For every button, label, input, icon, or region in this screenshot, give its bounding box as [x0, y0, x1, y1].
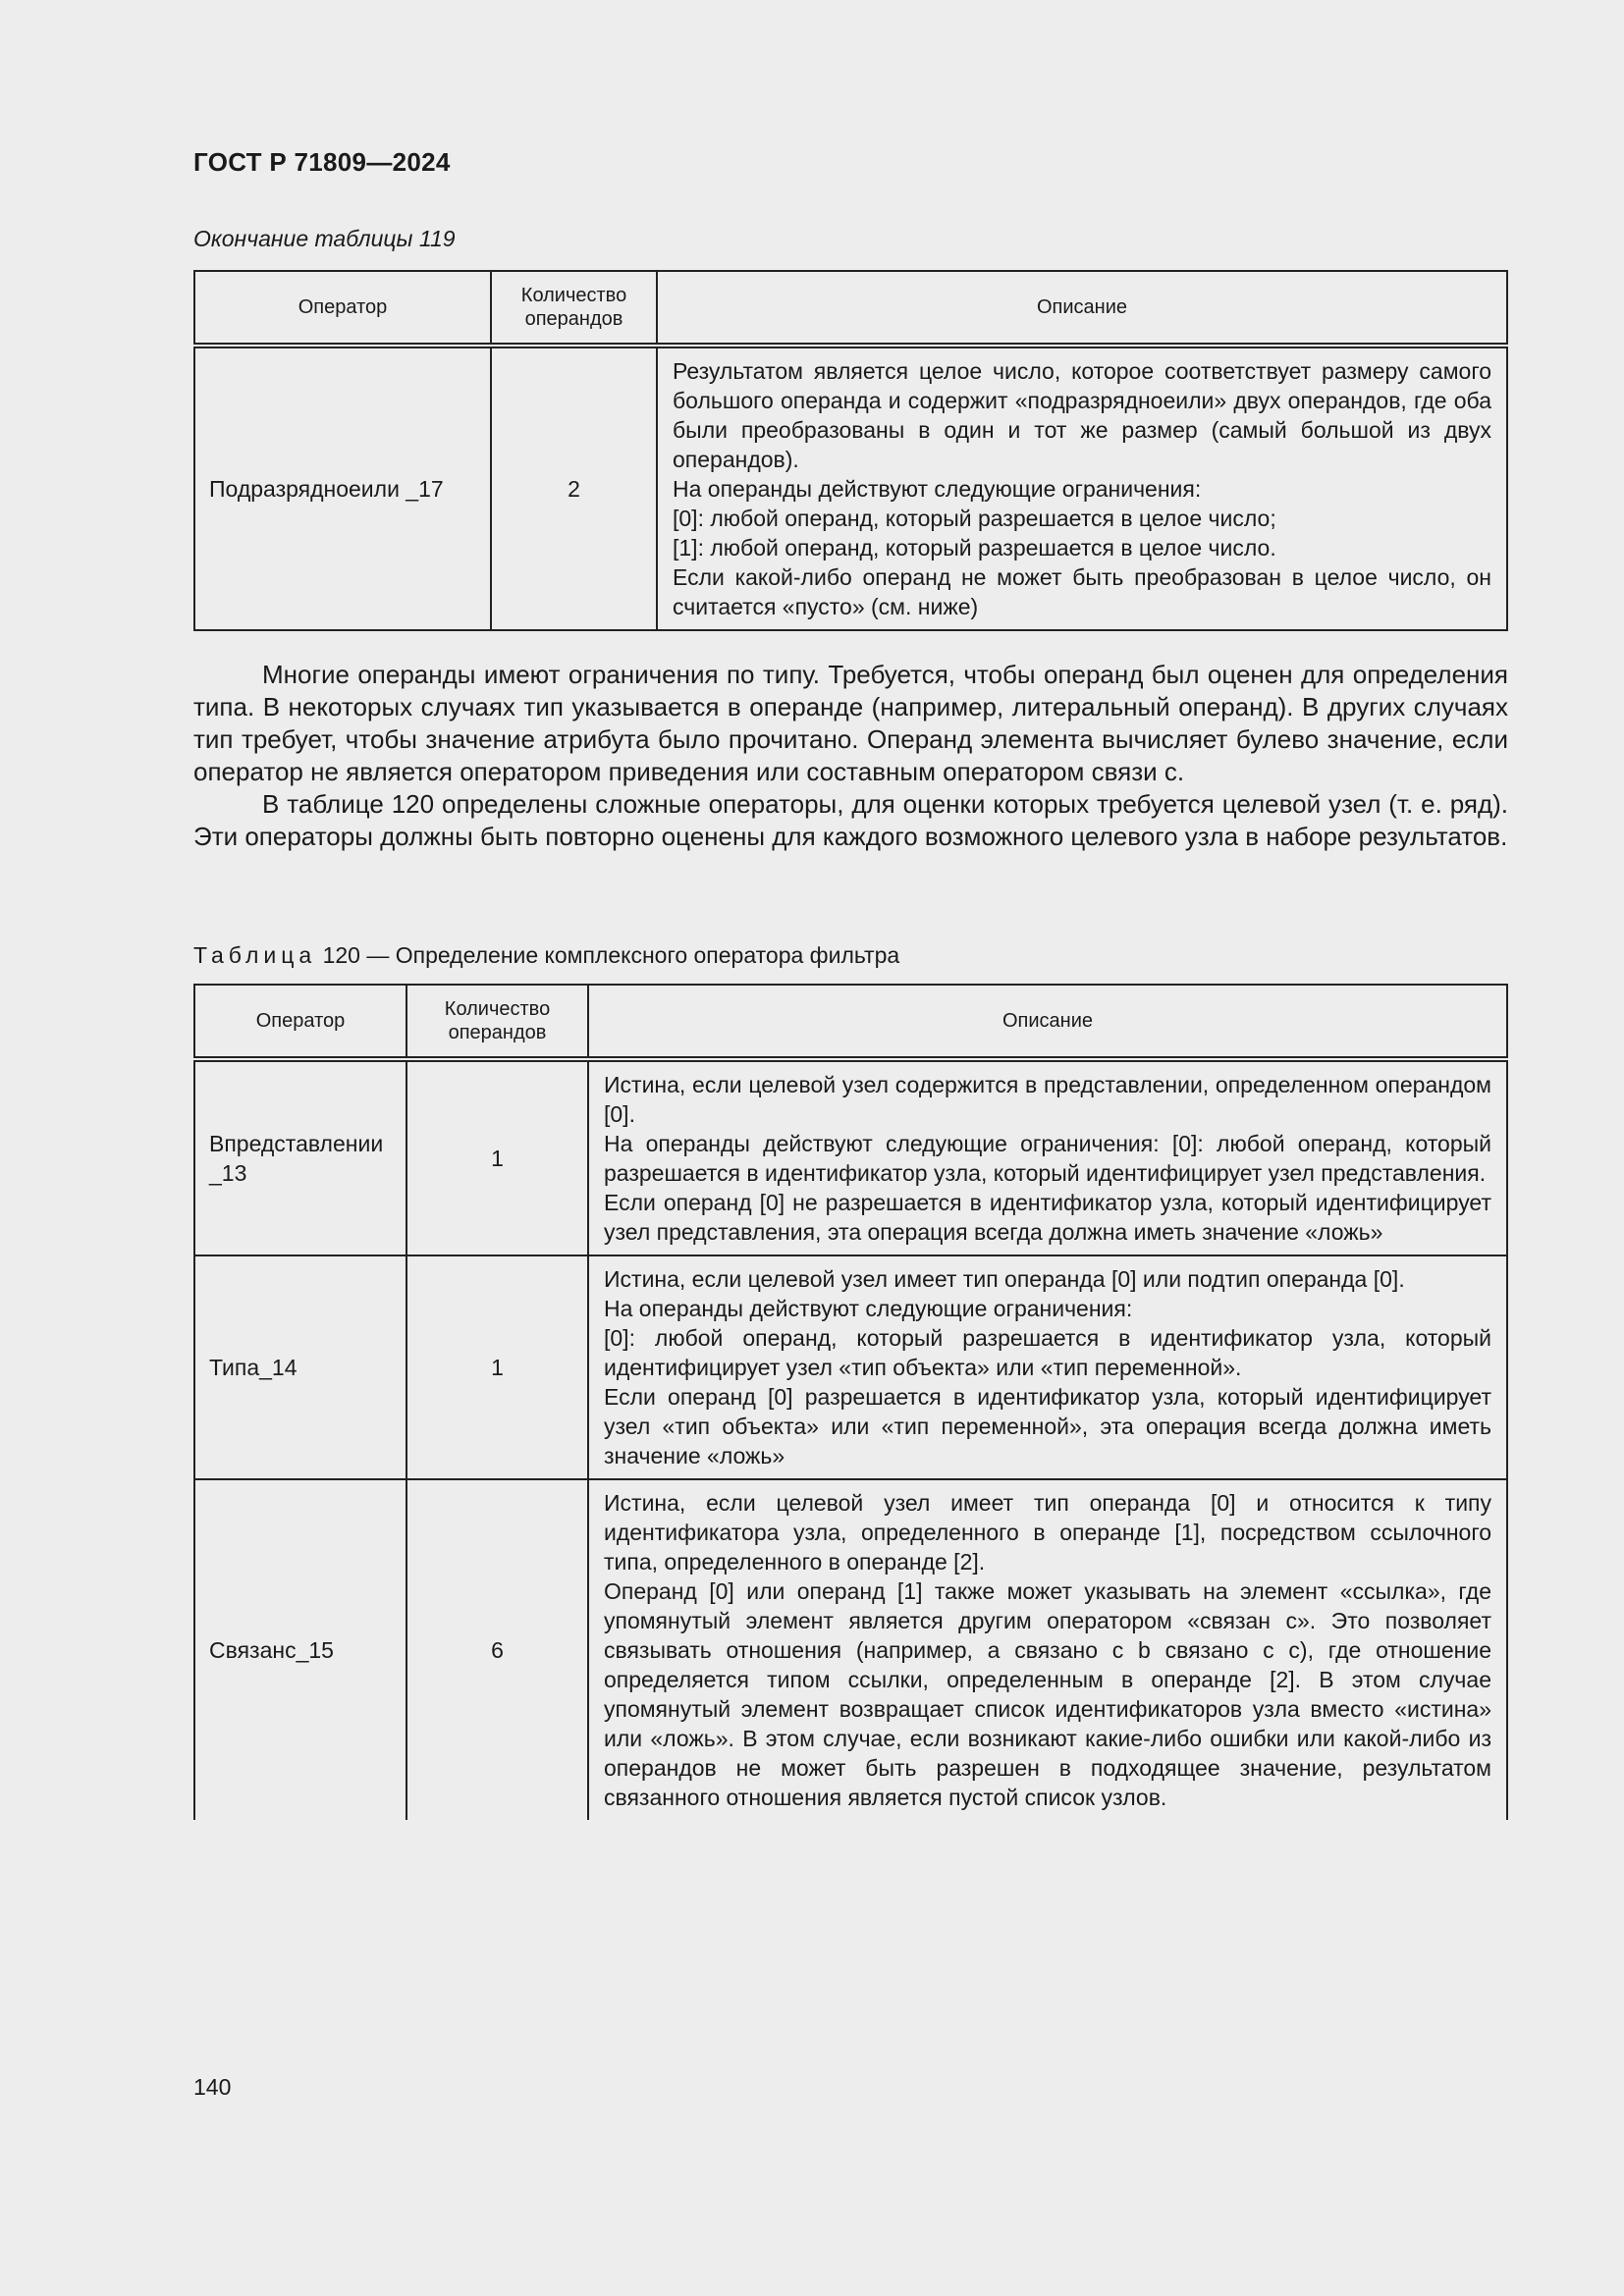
paragraph: В таблице 120 определены сложные операторы, для оценки которых требуется целевой узел (т. е. ряд). Эти операторы должны быть повторно оценены для каждого возможного целевого узла в наборе результатов.: [193, 789, 1508, 851]
description-line: Результатом является целое число, которое соответствует размеру самого большого операнда и содержит «подразрядноеили» двух операндов, где оба были преобразованы в один и тот же размер (самый большой из двух операндов).: [673, 358, 1491, 472]
table-120: [193, 984, 1508, 1820]
table-title-text: 120 — Определение комплексного оператора фильтра: [322, 942, 900, 968]
column-header-count: Количество операндов: [491, 271, 657, 346]
column-header-description: Описание: [588, 985, 1507, 1059]
description-line: На операнды действуют следующие ограничения: [0]: любой операнд, который разрешается в идентификатор узла, который идентифицирует узел представления.: [604, 1131, 1491, 1186]
operand-count-cell: 1: [406, 1059, 588, 1255]
description-line: [0]: любой операнд, который разрешается в целое число;: [673, 506, 1276, 531]
table-120-title: [193, 942, 899, 969]
table-row: [194, 1255, 1507, 1479]
table-119: [193, 270, 1508, 631]
operand-count-cell: 6: [406, 1479, 588, 1820]
description-line: На операнды действуют следующие ограничения:: [673, 476, 1202, 502]
operator-cell: Типа_14: [194, 1255, 406, 1479]
page-number: 140: [193, 2074, 232, 2100]
table-119-continuation-caption: Окончание таблицы 119: [193, 226, 456, 251]
description-line: Операнд [0] или операнд [1] также может указывать на элемент «ссылка», где упомянутый элемент является другим оператором «связан с». Это позволяет связывать отношения (например, а связано с b связано с c), где отношение определяется типом ссылки, определенным в операнде [2]. В этом случае упомянутый элемент возвращает список идентификаторов узла вместо «истина» или «ложь». В этом случае, если возникают какие-либо ошибки или какой-либо из операндов не может быть разрешен в подходящее значение, результатом связанного отношения является пустой список узлов.: [604, 1578, 1491, 1810]
table-row: [194, 1479, 1507, 1820]
description-line: [1]: любой операнд, который разрешается в целое число.: [673, 535, 1276, 561]
description-line: Если какой-либо операнд не может быть преобразован в целое число, он считается «пусто» (см. ниже): [673, 564, 1491, 619]
operator-cell: Связанс_15: [194, 1479, 406, 1820]
description-cell: [657, 346, 1507, 630]
body-text: [193, 659, 1508, 853]
description-line: Если операнд [0] разрешается в идентификатор узла, который идентифицирует узел «тип объекта» или «тип переменной», эта операция всегда должна иметь значение «ложь»: [604, 1384, 1491, 1468]
column-header-operator: Оператор: [194, 985, 406, 1059]
column-header-operator: Оператор: [194, 271, 491, 346]
table-row: [194, 346, 1507, 630]
description-cell: [588, 1255, 1507, 1479]
description-line: На операнды действуют следующие ограничения:: [604, 1296, 1133, 1321]
column-header-description: Описание: [657, 271, 1507, 346]
paragraph: Многие операнды имеют ограничения по типу. Требуется, чтобы операнд был оценен для определения типа. В некоторых случаях тип указывается в операнде (например, литеральный операнд). В других случаях тип требует, чтобы значение атрибута было прочитано. Операнд элемента вычисляет булево значение, если оператор не является оператором приведения или составным оператором связи с.: [193, 660, 1508, 786]
description-line: Истина, если целевой узел содержится в представлении, определенном операндом [0].: [604, 1072, 1491, 1127]
description-cell: [588, 1059, 1507, 1255]
table-row: [194, 1059, 1507, 1255]
table-header-row: [194, 271, 1507, 346]
description-line: Истина, если целевой узел имеет тип операнда [0] и относится к типу идентификатора узла, определенного в операнде [1], посредством ссылочного типа, определенного в операнде [2].: [604, 1490, 1491, 1575]
table-label: Таблица: [193, 942, 317, 968]
operator-cell: Впредставлении_13: [194, 1059, 406, 1255]
description-line: [0]: любой операнд, который разрешается в идентификатор узла, который идентифицирует узел «тип объекта» или «тип переменной».: [604, 1325, 1491, 1380]
table-header-row: [194, 985, 1507, 1059]
operand-count-cell: 2: [491, 346, 657, 630]
column-header-count: Количество операндов: [406, 985, 588, 1059]
description-cell: [588, 1479, 1507, 1820]
document-header: ГОСТ Р 71809—2024: [193, 147, 451, 177]
operator-cell: Подразрядноеили _17: [194, 346, 491, 630]
description-line: Истина, если целевой узел имеет тип операнда [0] или подтип операнда [0].: [604, 1266, 1405, 1292]
operand-count-cell: 1: [406, 1255, 588, 1479]
description-line: Если операнд [0] не разрешается в идентификатор узла, который идентифицирует узел представления, эта операция всегда должна иметь значение «ложь»: [604, 1190, 1491, 1245]
